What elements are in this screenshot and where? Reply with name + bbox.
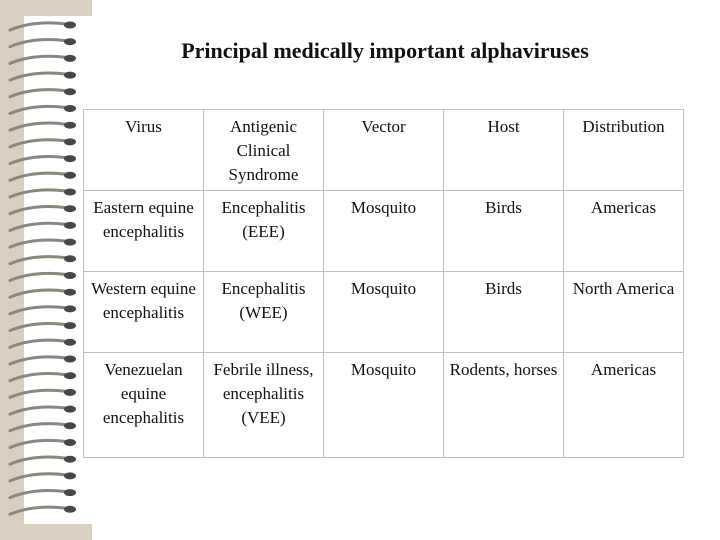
binding-ring — [10, 173, 66, 180]
binding-ring — [10, 407, 66, 414]
header-virus: Virus — [84, 110, 204, 191]
cell-virus: Eastern equine encephalitis — [84, 191, 204, 272]
cell-vector: Mosquito — [324, 272, 444, 353]
binding-ring — [10, 424, 66, 431]
cell-host: Birds — [444, 191, 564, 272]
binding-ring — [10, 123, 66, 130]
binding-ring — [10, 323, 66, 330]
binding-hole — [64, 506, 76, 513]
binding-ring — [10, 223, 66, 230]
binding-hole — [64, 88, 76, 95]
header-distribution: Distribution — [564, 110, 684, 191]
binding-ring — [10, 106, 66, 113]
cell-syndrome: Encephalitis (EEE) — [204, 191, 324, 272]
cell-virus: Western equine encephalitis — [84, 272, 204, 353]
binding-ring — [10, 90, 66, 97]
cell-distribution: North America — [564, 272, 684, 353]
binding-hole — [64, 356, 76, 363]
binding-ring — [10, 40, 66, 47]
binding-hole — [64, 322, 76, 329]
cell-virus: Venezuelan equine encephalitis — [84, 353, 204, 458]
binding-hole — [64, 38, 76, 45]
binding-ring — [10, 23, 66, 30]
cell-host: Rodents, horses — [444, 353, 564, 458]
binding-hole — [64, 172, 76, 179]
binding-hole — [64, 205, 76, 212]
binding-hole — [64, 138, 76, 145]
cell-syndrome: Encephalitis (WEE) — [204, 272, 324, 353]
binding-hole — [64, 422, 76, 429]
binding-hole — [64, 439, 76, 446]
binding-hole — [64, 55, 76, 62]
binding-ring — [10, 207, 66, 214]
binding-hole — [64, 339, 76, 346]
binding-hole — [64, 72, 76, 79]
header-vector: Vector — [324, 110, 444, 191]
cell-distribution: Americas — [564, 353, 684, 458]
binding-ring — [10, 56, 66, 63]
binding-hole — [64, 305, 76, 312]
binding-hole — [64, 255, 76, 262]
binding-hole — [64, 105, 76, 112]
table-row — [84, 191, 684, 272]
cell-vector: Mosquito — [324, 191, 444, 272]
binding-strip-bottom — [0, 524, 92, 540]
binding-hole — [64, 239, 76, 246]
slide-title: Principal medically important alphaviruses — [181, 38, 589, 63]
binding-ring — [10, 190, 66, 197]
binding-ring — [10, 273, 66, 280]
binding-ring — [10, 440, 66, 447]
binding-hole — [64, 222, 76, 229]
binding-hole — [64, 456, 76, 463]
header-host: Host — [444, 110, 564, 191]
binding-ring — [10, 490, 66, 497]
binding-hole — [64, 22, 76, 29]
cell-vector: Mosquito — [324, 353, 444, 458]
binding-hole — [64, 372, 76, 379]
spiral-binding-icon — [4, 18, 84, 522]
binding-ring — [10, 73, 66, 80]
binding-ring — [10, 374, 66, 381]
binding-hole — [64, 489, 76, 496]
binding-ring — [10, 457, 66, 464]
binding-hole — [64, 389, 76, 396]
header-syndrome: Antigenic Clinical Syndrome — [204, 110, 324, 191]
binding-ring — [10, 156, 66, 163]
binding-ring — [10, 357, 66, 364]
binding-ring — [10, 474, 66, 481]
cell-syndrome: Febrile illness, encephalitis (VEE) — [204, 353, 324, 458]
binding-hole — [64, 472, 76, 479]
binding-ring — [10, 390, 66, 397]
binding-hole — [64, 406, 76, 413]
table-row — [84, 272, 684, 353]
binding-hole — [64, 155, 76, 162]
binding-hole — [64, 289, 76, 296]
table-header-row — [84, 110, 684, 191]
alphavirus-table — [83, 109, 684, 458]
cell-host: Birds — [444, 272, 564, 353]
binding-ring — [10, 257, 66, 264]
binding-ring — [10, 340, 66, 347]
binding-hole — [64, 272, 76, 279]
binding-ring — [10, 290, 66, 297]
table-row — [84, 353, 684, 458]
binding-ring — [10, 140, 66, 147]
binding-strip-top — [0, 0, 92, 16]
binding-hole — [64, 189, 76, 196]
binding-ring — [10, 240, 66, 247]
cell-distribution: Americas — [564, 191, 684, 272]
binding-hole — [64, 122, 76, 129]
binding-ring — [10, 307, 66, 314]
binding-ring — [10, 507, 66, 514]
